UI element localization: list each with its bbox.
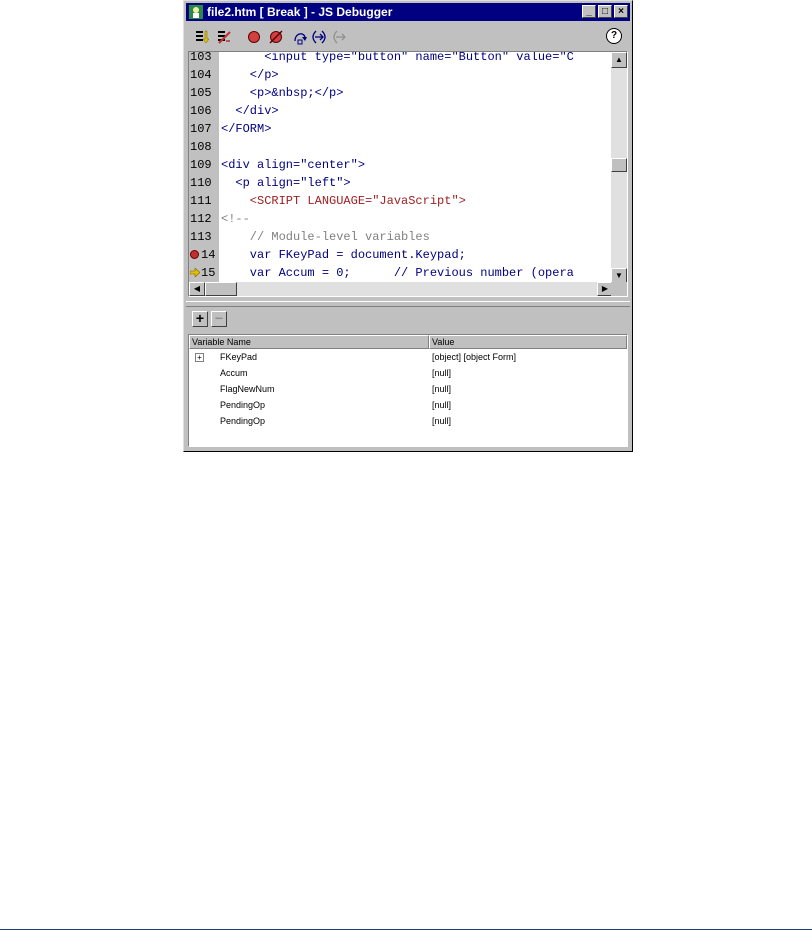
variable-value: [null] [432,368,452,378]
line-text: </div> [221,104,279,118]
line-number: 14 [201,248,216,262]
watch-row[interactable] [189,365,627,381]
title-bar[interactable] [186,3,630,21]
code-line[interactable] [189,228,613,246]
code-line[interactable] [189,174,613,192]
code-line[interactable] [189,138,613,156]
scroll-up-button[interactable]: ▲ [611,52,627,68]
debugger-app-icon [189,5,203,19]
watch-row[interactable] [189,413,627,429]
step-into-icon[interactable] [194,29,210,45]
line-text: <SCRIPT LANGUAGE="JavaScript"> [221,194,466,208]
variable-name: FKeyPad [220,352,258,362]
line-text: <input type="button" name="Button" value="C [221,51,574,64]
code-line[interactable] [189,66,613,84]
scroll-left-button[interactable]: ◀ [189,282,205,296]
watch-row[interactable] [189,381,627,397]
line-number: 104 [190,68,212,82]
add-watch-button[interactable]: + [192,311,208,327]
debugger-window [183,0,633,452]
code-editor[interactable] [188,51,628,297]
expand-icon[interactable]: + [195,353,204,362]
pane-splitter[interactable] [186,301,630,307]
line-text: <div align="center"> [221,158,366,172]
line-text: <p>&nbsp;</p> [221,86,344,100]
line-text: </p> [221,68,279,82]
line-text: var FKeyPad = document.Keypad; [221,248,466,262]
line-text: </FORM> [221,122,272,136]
step-over-icon[interactable] [292,29,308,45]
scroll-right-button[interactable]: ▶ [597,282,613,296]
minimize-button[interactable]: _ [582,5,596,18]
toolbar [186,23,630,49]
variable-value: [null] [432,416,452,426]
variable-value: [null] [432,400,452,410]
variable-value: [null] [432,384,452,394]
watch-row[interactable] [189,349,627,365]
line-number: 103 [190,51,212,64]
line-number: 106 [190,104,212,118]
code-line[interactable] [189,264,613,282]
remove-watch-button[interactable]: − [211,311,227,327]
code-line[interactable] [189,51,613,66]
code-line[interactable] [189,120,613,138]
line-text: var Accum = 0; // Previous number (opera [221,266,574,280]
scroll-down-button[interactable]: ▼ [611,268,627,284]
line-number: 111 [190,194,212,208]
code-horizontal-scrollbar[interactable] [189,282,613,296]
step-out-icon[interactable] [311,29,327,45]
clear-breakpoint-icon[interactable] [268,29,284,45]
maximize-button[interactable]: □ [598,5,612,18]
horizontal-scroll-thumb[interactable] [205,282,237,296]
code-line[interactable] [189,84,613,102]
line-number: 105 [190,86,212,100]
line-number: 109 [190,158,212,172]
line-number: 113 [190,230,212,244]
set-breakpoint-icon[interactable] [246,29,262,45]
variable-name: Accum [220,368,248,378]
scrollbar-corner [611,282,627,296]
variable-name: PendingOp [220,416,266,426]
variable-name: PendingOp [220,400,266,410]
watch-list [188,334,628,447]
variable-value: [object] [object Form] [432,352,517,362]
code-line[interactable] [189,156,613,174]
line-text: <!-- [221,212,250,226]
variable-name: FlagNewNum [220,384,275,394]
help-icon[interactable]: ? [606,28,622,44]
line-number: 110 [190,176,212,190]
run-icon[interactable] [332,29,348,45]
line-number: 107 [190,122,212,136]
line-number: 15 [201,266,216,280]
code-line[interactable] [189,102,613,120]
line-number: 112 [190,212,212,226]
line-text: // Module-level variables [221,230,430,244]
watch-row[interactable] [189,397,627,413]
page-bottom-rule [0,929,812,930]
line-number: 108 [190,140,212,154]
code-vertical-scrollbar[interactable] [611,52,627,284]
column-header-value[interactable]: Value [429,335,627,349]
close-button[interactable]: × [614,5,628,18]
breakpoint-list-icon[interactable] [216,29,232,45]
window-title: file2.htm [ Break ] - JS Debugger [207,5,393,19]
code-line[interactable] [189,246,613,264]
line-text: <p align="left"> [221,176,351,190]
code-line[interactable] [189,210,613,228]
column-header-variable-name[interactable]: Variable Name [189,335,429,349]
vertical-scroll-thumb[interactable] [611,158,627,172]
code-line[interactable] [189,192,613,210]
